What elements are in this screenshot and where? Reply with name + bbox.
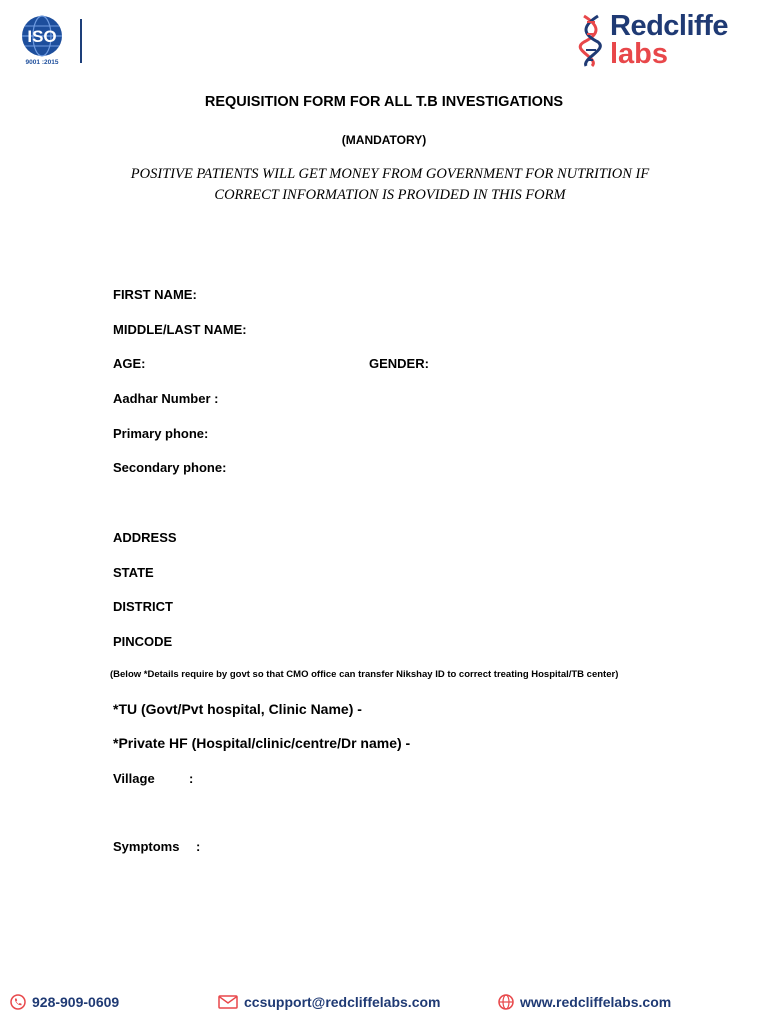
aadhar-label: Aadhar Number : <box>113 391 219 406</box>
footer-email-text[interactable]: ccsupport@redcliffelabs.com <box>244 994 441 1010</box>
phone-icon <box>10 994 26 1010</box>
footer-website <box>498 994 671 1010</box>
footer-email <box>218 994 440 1010</box>
district-label: DISTRICT <box>113 599 173 614</box>
iso-logo <box>18 14 66 66</box>
globe-icon <box>498 994 514 1010</box>
tu-label: *TU (Govt/Pvt hospital, Clinic Name) - <box>113 701 362 717</box>
email-icon <box>218 995 238 1009</box>
form-title: REQUISITION FORM FOR ALL T.B INVESTIGATIONS <box>204 94 564 110</box>
brand-logo <box>578 10 750 70</box>
footer-phone <box>10 994 119 1010</box>
iso-standard: 9001 :2015 <box>25 59 59 66</box>
village-label: Village <box>113 771 155 786</box>
state-label: STATE <box>113 565 154 580</box>
address-label: ADDRESS <box>113 530 177 545</box>
footer-website-text[interactable]: www.redcliffelabs.com <box>520 994 672 1010</box>
dna-icon <box>578 14 606 68</box>
form-subtitle: (MANDATORY) <box>341 133 427 147</box>
symptoms-label: Symptoms <box>113 839 180 854</box>
private-hf-label: *Private HF (Hospital/clinic/centre/Dr name) - <box>113 735 411 751</box>
iso-label: ISO <box>27 27 57 46</box>
header-divider <box>80 19 82 63</box>
village-colon: : <box>189 771 194 786</box>
primary-phone-label: Primary phone: <box>113 426 209 441</box>
brand-name: Redcliffe <box>610 10 728 42</box>
secondary-phone-label: Secondary phone: <box>113 460 227 475</box>
gender-label: GENDER: <box>369 356 429 371</box>
brand-sub: labs <box>610 38 669 70</box>
middle-last-name-label: MIDDLE/LAST NAME: <box>113 322 247 337</box>
govt-note: (Below *Details require by govt so that CMO office can transfer Nikshay ID to correct treating Hospital/TB center) <box>110 669 619 680</box>
age-label: AGE: <box>113 356 146 371</box>
footer-phone-text: 928-909-0609 <box>32 994 120 1010</box>
nutrition-notice: POSITIVE PATIENTS WILL GET MONEY FROM GOVERNMENT FOR NUTRITION IF CORRECT INFORMATION IS PROVIDED IN THIS FORM <box>130 166 650 203</box>
first-name-label: FIRST NAME: <box>113 287 197 302</box>
pincode-label: PINCODE <box>113 634 173 649</box>
iso-globe-icon <box>18 14 66 66</box>
symptoms-colon: : <box>196 839 201 854</box>
